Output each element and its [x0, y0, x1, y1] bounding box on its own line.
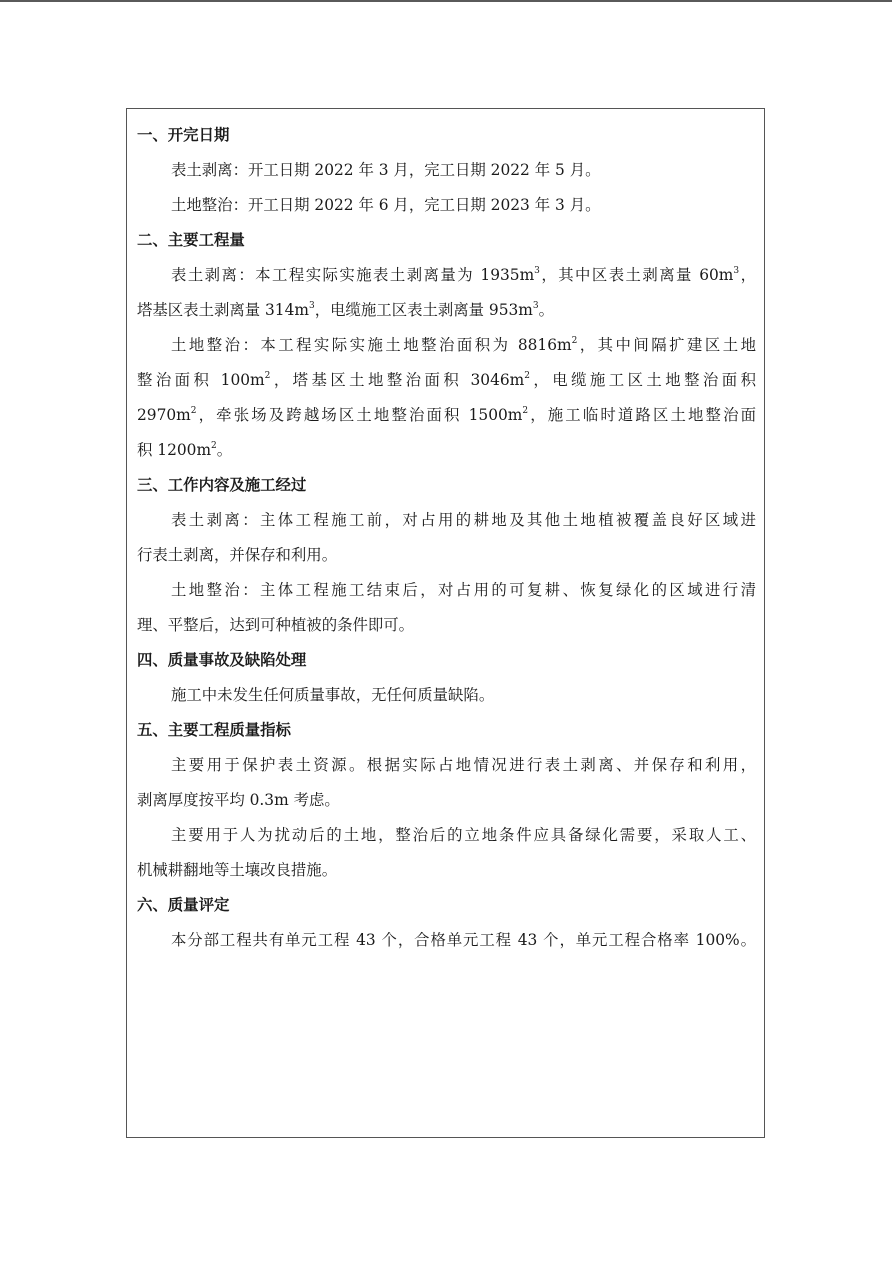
- text-fragment: ，塔基区土地整治面积 3046m: [270, 371, 525, 389]
- text-fragment: 整治面积 100m: [137, 371, 265, 389]
- text-fragment: ，施工临时道路区土地整治面: [528, 406, 756, 424]
- text-line: [137, 433, 756, 468]
- text-fragment: 。: [538, 301, 555, 319]
- unit-exponent: 3: [733, 265, 740, 276]
- text-fragment: 塔基区表土剥离量 314m: [137, 301, 309, 319]
- section-heading-quantities: 二、主要工程量: [137, 231, 245, 249]
- section-heading-quality-indicators: 五、主要工程质量指标: [137, 721, 291, 739]
- unit-exponent: 2: [571, 335, 578, 346]
- text-line: 行表土剥离，并保存和利用。: [137, 546, 338, 564]
- unit-exponent: 3: [532, 300, 539, 311]
- text-line: 土地整治：主体工程施工结束后，对占用的可复耕、恢复绿化的区域进行清: [171, 581, 756, 599]
- text-fragment: ，电缆施工区土地整治面积: [529, 371, 756, 389]
- text-line: [137, 293, 756, 328]
- text-line: 表土剥离：开工日期 2022 年 3 月，完工日期 2022 年 5 月。: [171, 161, 601, 179]
- text-line: [137, 258, 756, 293]
- text-line: [137, 328, 756, 363]
- text-fragment: ，其中区表土剥离量 60m: [539, 266, 734, 284]
- text-fragment: ，电缆施工区表土剥离量 953m: [314, 301, 533, 319]
- unit-exponent: 2: [524, 370, 530, 381]
- text-line: 机械耕翻地等土壤改良措施。: [137, 861, 338, 879]
- text-fragment: 积 1200m: [137, 441, 212, 459]
- page-top-rule: [0, 0, 892, 2]
- text-line: 土地整治：开工日期 2022 年 6 月，完工日期 2023 年 3 月。: [171, 196, 601, 214]
- unit-exponent: 3: [534, 265, 540, 276]
- unit-exponent: 3: [309, 300, 315, 311]
- text-line: [137, 363, 756, 398]
- text-fragment: ，牵张场及跨越场区土地整治面积 1500m: [196, 406, 523, 424]
- text-fragment: 土地整治：本工程实际实施土地整治面积为 8816m: [171, 336, 572, 354]
- text-line: 主要用于保护表土资源。根据实际占地情况进行表土剥离、并保存和利用，: [171, 756, 756, 774]
- unit-exponent: 2: [522, 405, 529, 416]
- section-heading-defects: 四、质量事故及缺陷处理: [137, 651, 307, 669]
- text-line: 理、平整后，达到可种植被的条件即可。: [137, 616, 415, 634]
- text-line: 剥离厚度按平均 0.3m 考虑。: [137, 791, 340, 809]
- report-frame: [126, 108, 765, 1138]
- text-fragment: ，其中间隔扩建区土地: [577, 336, 756, 354]
- unit-exponent: 2: [190, 405, 197, 416]
- section-heading-dates: 一、开完日期: [137, 126, 230, 144]
- unit-exponent: 2: [264, 370, 271, 381]
- text-line: 本分部工程共有单元工程 43 个，合格单元工程 43 个，单元工程合格率 100%。: [171, 931, 756, 949]
- text-line: 施工中未发生任何质量事故，无任何质量缺陷。: [171, 686, 495, 704]
- section-heading-work-content: 三、工作内容及施工经过: [137, 476, 307, 494]
- unit-exponent: 2: [211, 440, 217, 451]
- text-fragment: 2970m: [137, 406, 191, 424]
- text-line: 主要用于人为扰动后的土地，整治后的立地条件应具备绿化需要，采取人工、: [171, 826, 756, 844]
- text-fragment: 。: [216, 441, 233, 459]
- text-fragment: ，: [739, 266, 756, 284]
- section-heading-quality-assessment: 六、质量评定: [137, 896, 230, 914]
- text-line: 表土剥离：主体工程施工前，对占用的耕地及其他土地植被覆盖良好区域进: [171, 511, 756, 529]
- text-fragment: 表土剥离：本工程实际实施表土剥离量为 1935m: [171, 266, 535, 284]
- text-line: [137, 398, 756, 433]
